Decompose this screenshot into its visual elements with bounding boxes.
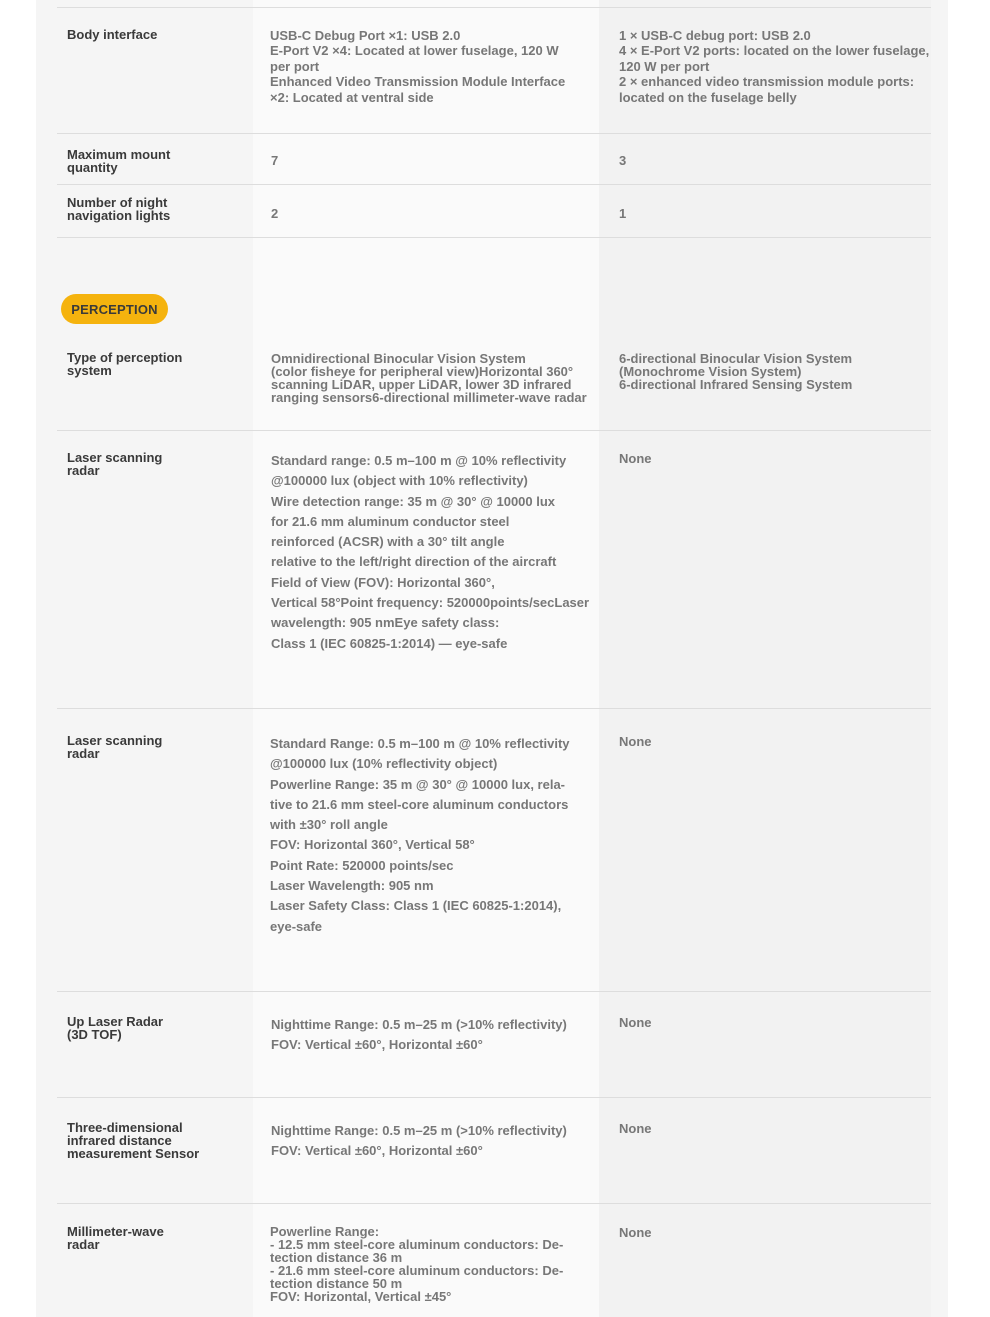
- row-divider: [57, 1203, 931, 1204]
- spec-value-model-b: None: [619, 1225, 652, 1240]
- spec-value-model-b: None: [619, 451, 652, 466]
- spec-value-model-a: 7: [271, 153, 279, 168]
- row-divider: [57, 708, 931, 709]
- spec-label: Laser scanning radar: [67, 450, 163, 478]
- model-b-column: [599, 0, 931, 1317]
- spec-value-model-b: None: [619, 1121, 652, 1136]
- section-badge-perception: PERCEPTION: [61, 294, 168, 324]
- spec-label: Three-dimensional infrared distance measurement Sensor: [67, 1120, 200, 1161]
- spec-value-model-b: None: [619, 734, 652, 749]
- spec-value-model-a: Nighttime Range: 0.5 m–25 m (>10% reflectivity) FOV: Vertical ±60°, Horizontal ±60°: [271, 1017, 567, 1053]
- spec-label: Laser scanning radar: [67, 733, 163, 761]
- spec-value-model-b: 1 × USB-C debug port: USB 2.0 4 × E-Port V2 ports: located on the lower fuselage, 120 W per port 2 × enhanced video transmission module ports: located on the fuselage belly: [619, 28, 930, 105]
- spec-value-model-b: None: [619, 1015, 652, 1030]
- spec-value-model-b: 6-directional Binocular Vision System (Monochrome Vision System) 6-directional Infrared Sensing System: [619, 351, 853, 392]
- spec-value-model-a: Omnidirectional Binocular Vision System (color fisheye for peripheral view)Horizontal 360° scanning LiDAR, upper LiDAR, lower 3D infrared ranging sensors6-directional millimeter-wave radar: [271, 351, 587, 405]
- row-divider: [57, 133, 931, 134]
- spec-value-model-a: Standard range: 0.5 m–100 m @ 10% reflectivity @100000 lux (object with 10% reflectivity) Wire detection range: 35 m @ 30° @ 10000 lux for 21.6 mm aluminum conductor steel reinforced (ACSR) with a 30° tilt angle relative to the left/right direction of the aircraft Field of View (FOV): Horizontal 360°, Vertical 58°Point frequency: 520000points/secLaser wavelength: 905 nmEye safety class: Class 1 (IEC 60825-1:2014) — eye-safe: [271, 453, 590, 651]
- spec-value-model-a: Standard Range: 0.5 m–100 m @ 10% reflectivity @100000 lux (10% reflectivity object) Powerline Range: 35 m @ 30° @ 10000 lux, rela- tive to 21.6 mm steel-core aluminum conductors with ±30° roll angle FOV: Horizontal 360°, Vertical 58° Point Rate: 520000 points/sec Laser Wavelength: 905 nm Laser Safety Class: Class 1 (IEC 60825-1:2014), eye-safe: [270, 736, 570, 934]
- row-divider: [57, 430, 931, 431]
- spec-label: Maximum mount quantity: [67, 147, 171, 175]
- row-divider: [57, 991, 931, 992]
- row-divider: [57, 1097, 931, 1098]
- row-divider: [57, 184, 931, 185]
- row-divider: [57, 237, 931, 238]
- row-divider: [57, 7, 931, 8]
- spec-value-model-b: 3: [619, 153, 627, 168]
- spec-value-model-a: Powerline Range: - 12.5 mm steel-core aluminum conductors: De- tection distance 36 m - 21.6 mm steel-core aluminum conductors: De- tection distance 50 m FOV: Horizontal, Vertical ±45°: [270, 1224, 564, 1304]
- spec-value-model-b: 1: [619, 206, 627, 221]
- spec-label: Body interface: [67, 27, 158, 42]
- spec-label: Up Laser Radar (3D TOF): [67, 1014, 164, 1042]
- spec-label: Type of perception system: [67, 350, 183, 378]
- spec-label: Millimeter-wave radar: [67, 1224, 164, 1252]
- spec-label: Number of night navigation lights: [67, 195, 171, 223]
- spec-value-model-a: 2: [271, 206, 279, 221]
- model-a-column: [253, 0, 599, 1317]
- spec-value-model-a: USB-C Debug Port ×1: USB 2.0 E-Port V2 ×4: Located at lower fuselage, 120 W per port Enhanced Video Transmission Module Interface ×2: Located at ventral side: [270, 28, 566, 105]
- spec-value-model-a: Nighttime Range: 0.5 m–25 m (>10% reflectivity) FOV: Vertical ±60°, Horizontal ±60°: [271, 1123, 567, 1159]
